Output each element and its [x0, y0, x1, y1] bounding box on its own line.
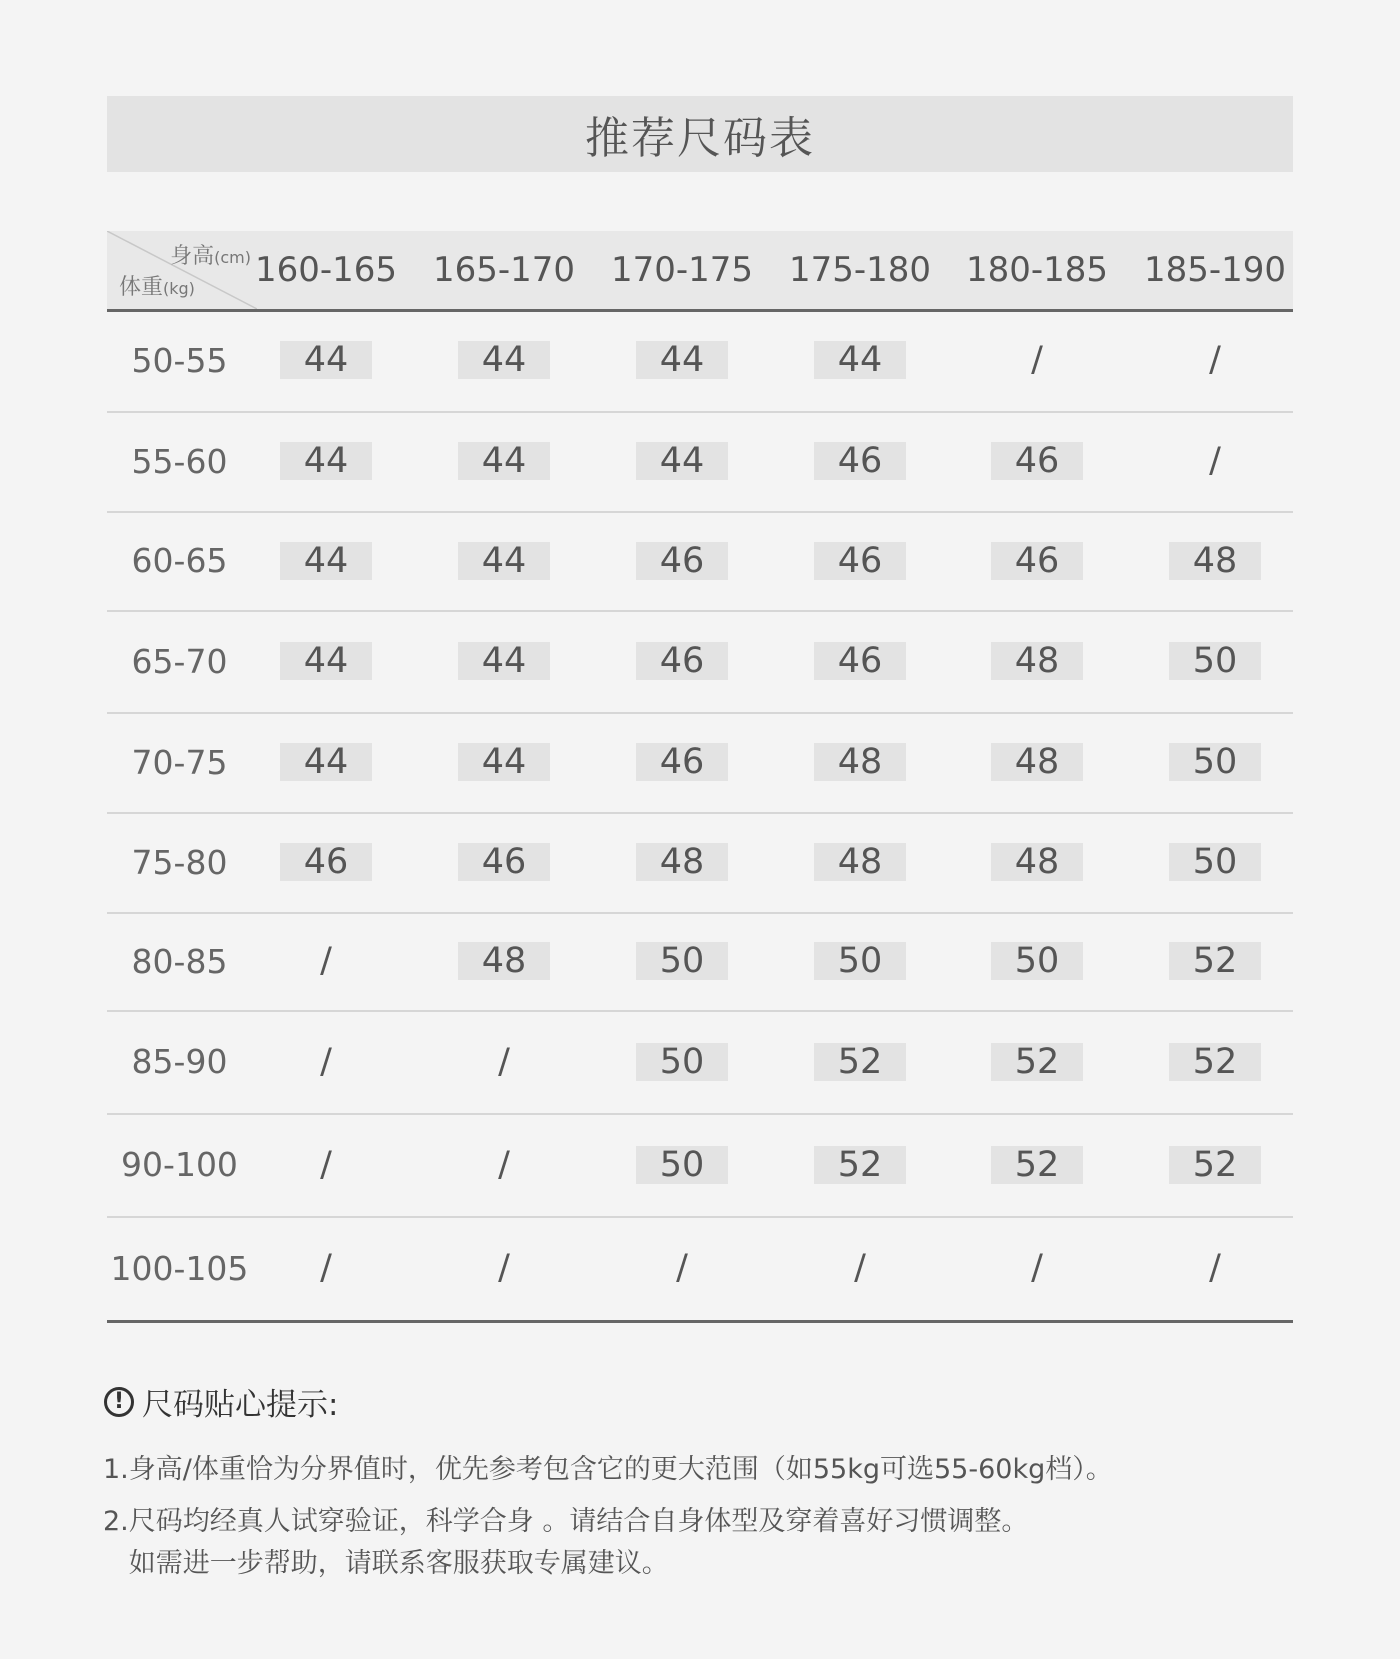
table-row [107, 309, 1293, 413]
weight-unit-text: (kg) [163, 279, 195, 298]
size-cell: 48 [814, 843, 906, 881]
size-cell: 52 [1169, 942, 1261, 980]
size-cell: 52 [1169, 1043, 1261, 1081]
unavailable-cell: / [320, 1248, 332, 1288]
size-cell: 44 [458, 642, 550, 680]
unavailable-cell: / [498, 1041, 510, 1082]
size-cell: 48 [1169, 542, 1261, 580]
table-row [107, 1113, 1293, 1218]
height-label-text: 身高 [170, 244, 215, 269]
size-cell: 46 [991, 442, 1083, 480]
unavailable-cell: / [320, 941, 332, 981]
weight-range-label: 70-75 [131, 742, 228, 782]
column-header: 175-180 [788, 250, 932, 290]
size-cell: 44 [280, 743, 372, 781]
size-cell: 50 [636, 1043, 728, 1081]
column-header: 180-185 [965, 250, 1109, 290]
page-title: 推荐尺码表 [585, 113, 815, 164]
table-row [107, 610, 1293, 714]
size-cell: 50 [1169, 843, 1261, 881]
size-cell: 44 [458, 542, 550, 580]
size-cell: 44 [458, 442, 550, 480]
size-cell: 46 [814, 442, 906, 480]
title-bar [107, 96, 1293, 172]
unavailable-cell: / [854, 1248, 866, 1288]
unavailable-cell: / [1209, 340, 1221, 380]
size-cell: 44 [458, 743, 550, 781]
weight-range-label: 55-60 [131, 441, 228, 481]
column-header: 185-190 [1143, 250, 1287, 290]
size-cell: 44 [280, 442, 372, 480]
weight-range-label: 60-65 [131, 541, 228, 580]
size-cell: 46 [636, 542, 728, 580]
size-cell: 46 [814, 542, 906, 580]
table-row [107, 1216, 1293, 1323]
size-cell: 48 [636, 843, 728, 881]
weight-range-label: 90-100 [121, 1145, 238, 1184]
size-cell: 46 [636, 743, 728, 781]
size-cell: 50 [1169, 642, 1261, 680]
size-cell: 50 [636, 942, 728, 980]
size-cell: 50 [1169, 743, 1261, 781]
table-row [107, 912, 1293, 1012]
height-unit-text: (cm) [214, 248, 251, 267]
size-cell: 52 [814, 1146, 906, 1184]
size-cell: 46 [458, 843, 550, 881]
table-header-row [107, 231, 1293, 312]
size-cell: 44 [458, 341, 550, 379]
weight-axis-label [119, 270, 195, 301]
unavailable-cell: / [498, 1248, 510, 1288]
size-cell: 44 [280, 642, 372, 680]
unavailable-cell: / [1031, 1248, 1043, 1288]
size-cell: 44 [636, 442, 728, 480]
table-row [107, 812, 1293, 914]
size-cell: 46 [814, 642, 906, 680]
tips-title-text: 尺码贴心提示: [142, 1387, 339, 1423]
weight-label-text: 体重 [119, 275, 164, 300]
column-header: 170-175 [610, 250, 754, 290]
size-cell: 50 [991, 942, 1083, 980]
column-header: 165-170 [432, 250, 576, 290]
size-cell: 50 [636, 1146, 728, 1184]
weight-range-label: 100-105 [110, 1248, 249, 1288]
weight-range-label: 65-70 [131, 641, 228, 681]
size-cell: 52 [1169, 1146, 1261, 1184]
size-cell: 48 [458, 942, 550, 980]
size-cell: 52 [991, 1043, 1083, 1081]
tip-line-2: 2.尺码均经真人试穿验证，科学合身 。请结合自身体型及穿着喜好习惯调整。 [103, 1506, 1029, 1537]
unavailable-cell: / [1209, 441, 1221, 481]
size-cell: 44 [636, 341, 728, 379]
unavailable-cell: / [320, 1041, 332, 1082]
size-cell: 48 [814, 743, 906, 781]
weight-range-label: 85-90 [131, 1042, 228, 1081]
table-corner-cell [107, 231, 257, 309]
size-cell: 44 [280, 341, 372, 379]
size-cell: 44 [280, 542, 372, 580]
weight-range-label: 80-85 [131, 941, 228, 981]
exclamation-circle-icon: ! [104, 1387, 134, 1417]
size-cell: 52 [814, 1043, 906, 1081]
tips-title [104, 1379, 338, 1424]
unavailable-cell: / [676, 1248, 688, 1288]
unavailable-cell: / [498, 1144, 510, 1185]
table-row [107, 712, 1293, 814]
table-row [107, 511, 1293, 612]
size-cell: 48 [991, 642, 1083, 680]
tip-line-1: 1.身高/体重恰为分界值时，优先参考包含它的更大范围（如55kg可选55-60kg档）。 [103, 1454, 1113, 1485]
weight-range-label: 75-80 [131, 842, 228, 882]
size-cell: 46 [280, 843, 372, 881]
size-cell: 46 [991, 542, 1083, 580]
size-cell: 44 [814, 341, 906, 379]
size-cell: 52 [991, 1146, 1083, 1184]
column-header: 160-165 [254, 250, 398, 290]
size-cell: 48 [991, 743, 1083, 781]
unavailable-cell: / [320, 1144, 332, 1185]
size-cell: 50 [814, 942, 906, 980]
unavailable-cell: / [1209, 1248, 1221, 1288]
table-row [107, 1010, 1293, 1115]
size-cell: 48 [991, 843, 1083, 881]
weight-range-label: 50-55 [131, 340, 228, 380]
table-row [107, 411, 1293, 513]
tip-line-3: 如需进一步帮助，请联系客服获取专属建议。 [103, 1548, 669, 1579]
unavailable-cell: / [1031, 340, 1043, 380]
size-cell: 46 [636, 642, 728, 680]
